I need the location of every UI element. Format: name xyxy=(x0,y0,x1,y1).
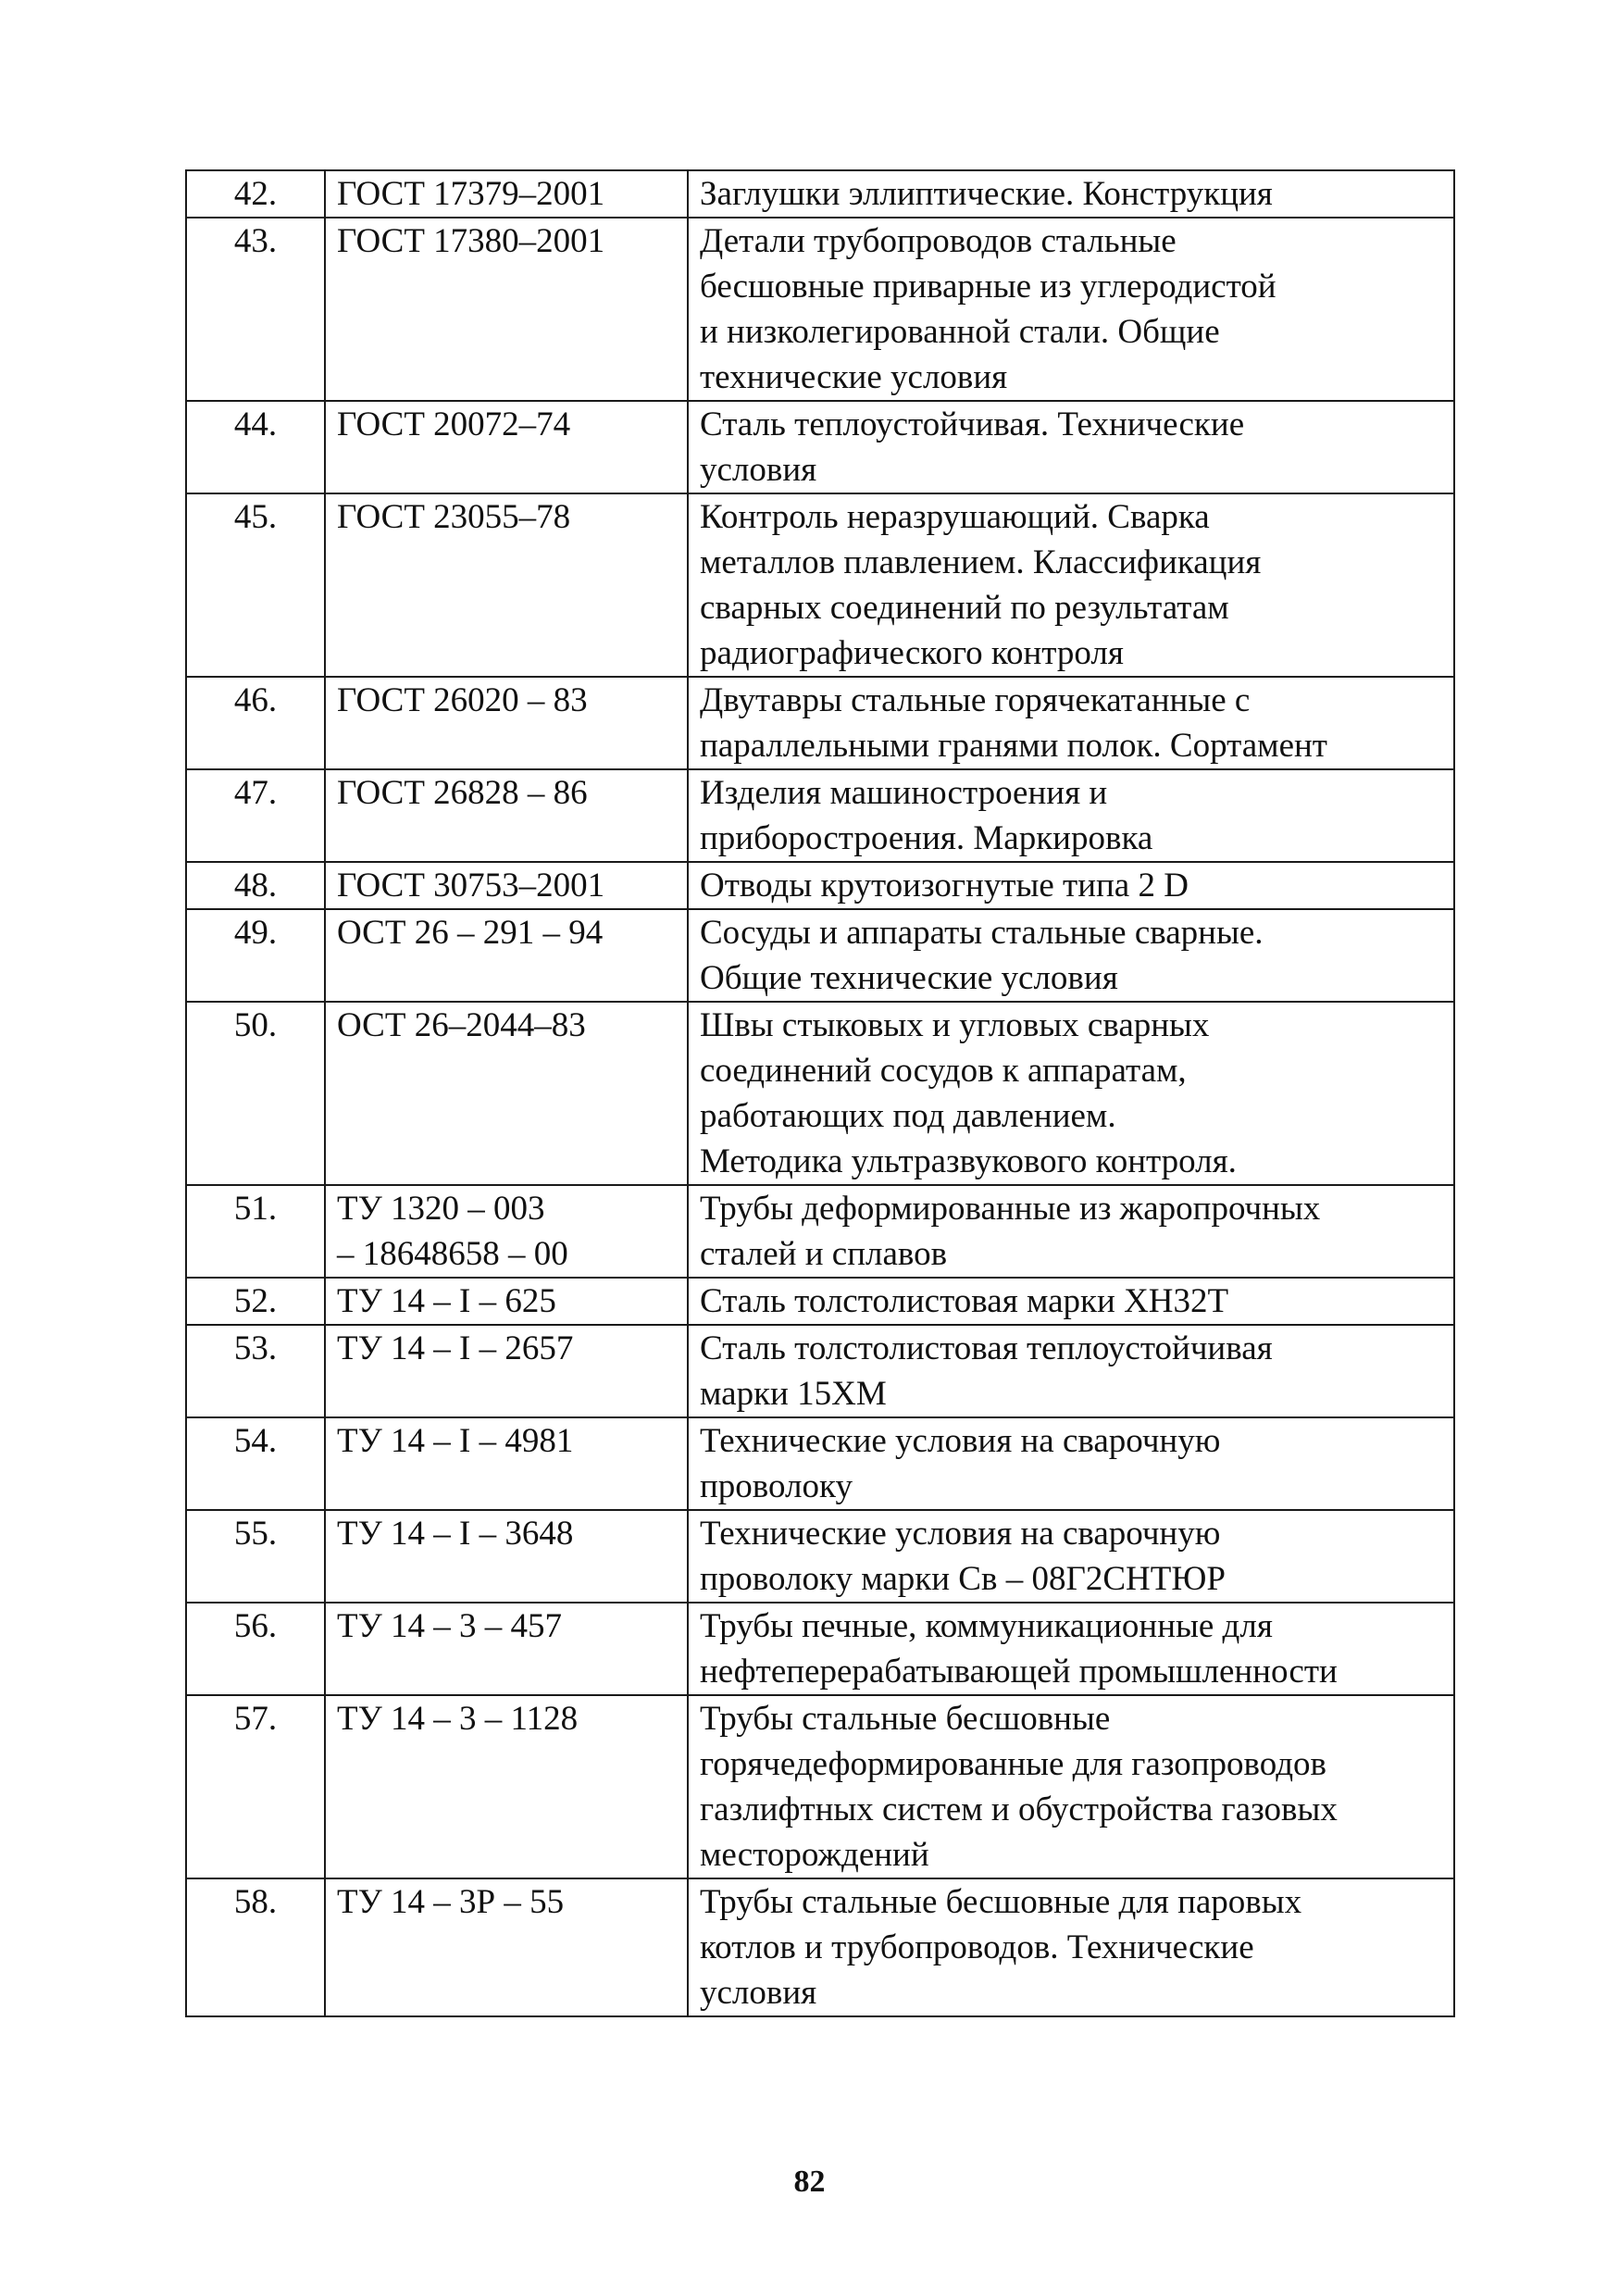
standard-title-cell: Заглушки эллиптические. Конструкция xyxy=(688,170,1454,218)
row-number-cell: 52. xyxy=(186,1278,325,1325)
row-number-cell: 49. xyxy=(186,909,325,1002)
table-row xyxy=(186,401,1454,493)
standard-title-cell: Швы стыковых и угловых сварных соединений сосудов к аппаратам, работающих под давлением. Методика ультразвукового контроля. xyxy=(688,1002,1454,1185)
standard-code-cell: ГОСТ 26828 – 86 xyxy=(325,769,688,862)
row-number-cell: 46. xyxy=(186,677,325,769)
row-number-cell: 42. xyxy=(186,170,325,218)
standard-title-cell: Двутавры стальные горячекатанные с параллельными гранями полок. Сортамент xyxy=(688,677,1454,769)
table-row xyxy=(186,909,1454,1002)
row-number-cell: 48. xyxy=(186,862,325,909)
row-number-cell: 45. xyxy=(186,493,325,677)
standard-code-cell: ТУ 14 – I – 3648 xyxy=(325,1510,688,1603)
standards-table xyxy=(185,169,1455,2017)
standard-code-cell: ОСТ 26 – 291 – 94 xyxy=(325,909,688,1002)
table-row xyxy=(186,1002,1454,1185)
standard-title-cell: Сосуды и аппараты стальные сварные. Общие технические условия xyxy=(688,909,1454,1002)
table-row xyxy=(186,170,1454,218)
standard-code-cell: ТУ 14 – I – 2657 xyxy=(325,1325,688,1417)
standard-title-cell: Трубы стальные бесшовные горячедеформированные для газопроводов газлифтных систем и обустройства газовых месторождений xyxy=(688,1695,1454,1878)
standard-title-cell: Трубы печные, коммуникационные для нефтеперерабатывающей промышленности xyxy=(688,1603,1454,1695)
standard-code-cell: ТУ 14 – 3 – 1128 xyxy=(325,1695,688,1878)
row-number-cell: 53. xyxy=(186,1325,325,1417)
standard-code-cell: ТУ 14 – 3 – 457 xyxy=(325,1603,688,1695)
row-number-cell: 58. xyxy=(186,1878,325,2016)
table-row xyxy=(186,677,1454,769)
standard-code-cell: ГОСТ 20072–74 xyxy=(325,401,688,493)
row-number-cell: 51. xyxy=(186,1185,325,1278)
standard-code-cell: ОСТ 26–2044–83 xyxy=(325,1002,688,1185)
standard-title-cell: Сталь теплоустойчивая. Технические условия xyxy=(688,401,1454,493)
table-row xyxy=(186,1878,1454,2016)
standard-title-cell: Технические условия на сварочную проволоку марки Св – 08Г2СНТЮР xyxy=(688,1510,1454,1603)
standard-title-cell: Сталь толстолистовая теплоустойчивая марки 15ХМ xyxy=(688,1325,1454,1417)
table-row xyxy=(186,862,1454,909)
standard-code-cell: ГОСТ 30753–2001 xyxy=(325,862,688,909)
standard-title-cell: Изделия машиностроения и приборостроения. Маркировка xyxy=(688,769,1454,862)
standard-code-cell: ГОСТ 17380–2001 xyxy=(325,218,688,401)
row-number-cell: 57. xyxy=(186,1695,325,1878)
row-number-cell: 47. xyxy=(186,769,325,862)
standard-title-cell: Трубы стальные бесшовные для паровых котлов и трубопроводов. Технические условия xyxy=(688,1878,1454,2016)
table-row xyxy=(186,1695,1454,1878)
table-row xyxy=(186,769,1454,862)
standard-title-cell: Сталь толстолистовая марки ХН32Т xyxy=(688,1278,1454,1325)
standard-code-cell: ТУ 14 – I – 625 xyxy=(325,1278,688,1325)
row-number-cell: 55. xyxy=(186,1510,325,1603)
table-row xyxy=(186,1603,1454,1695)
standard-code-cell: ГОСТ 17379–2001 xyxy=(325,170,688,218)
standard-code-cell: ТУ 1320 – 003 – 18648658 – 00 xyxy=(325,1185,688,1278)
standard-code-cell: ГОСТ 26020 – 83 xyxy=(325,677,688,769)
standard-title-cell: Технические условия на сварочную проволоку xyxy=(688,1417,1454,1510)
standard-code-cell: ГОСТ 23055–78 xyxy=(325,493,688,677)
standard-title-cell: Детали трубопроводов стальные бесшовные приварные из углеродистой и низколегированной стали. Общие технические условия xyxy=(688,218,1454,401)
table-row xyxy=(186,1185,1454,1278)
row-number-cell: 50. xyxy=(186,1002,325,1185)
row-number-cell: 56. xyxy=(186,1603,325,1695)
standards-table-body xyxy=(186,170,1454,2016)
standard-title-cell: Контроль неразрушающий. Сварка металлов плавлением. Классификация сварных соединений по результатам радиографического контроля xyxy=(688,493,1454,677)
standard-code-cell: ТУ 14 – I – 4981 xyxy=(325,1417,688,1510)
standard-title-cell: Трубы деформированные из жаропрочных сталей и сплавов xyxy=(688,1185,1454,1278)
standard-title-cell: Отводы крутоизогнутые типа 2 D xyxy=(688,862,1454,909)
page-number: 82 xyxy=(793,2165,826,2199)
table-row xyxy=(186,1417,1454,1510)
table-row xyxy=(186,493,1454,677)
table-row xyxy=(186,1325,1454,1417)
table-row xyxy=(186,1510,1454,1603)
standard-code-cell: ТУ 14 – 3Р – 55 xyxy=(325,1878,688,2016)
row-number-cell: 54. xyxy=(186,1417,325,1510)
row-number-cell: 43. xyxy=(186,218,325,401)
table-row xyxy=(186,1278,1454,1325)
table-row xyxy=(186,218,1454,401)
row-number-cell: 44. xyxy=(186,401,325,493)
